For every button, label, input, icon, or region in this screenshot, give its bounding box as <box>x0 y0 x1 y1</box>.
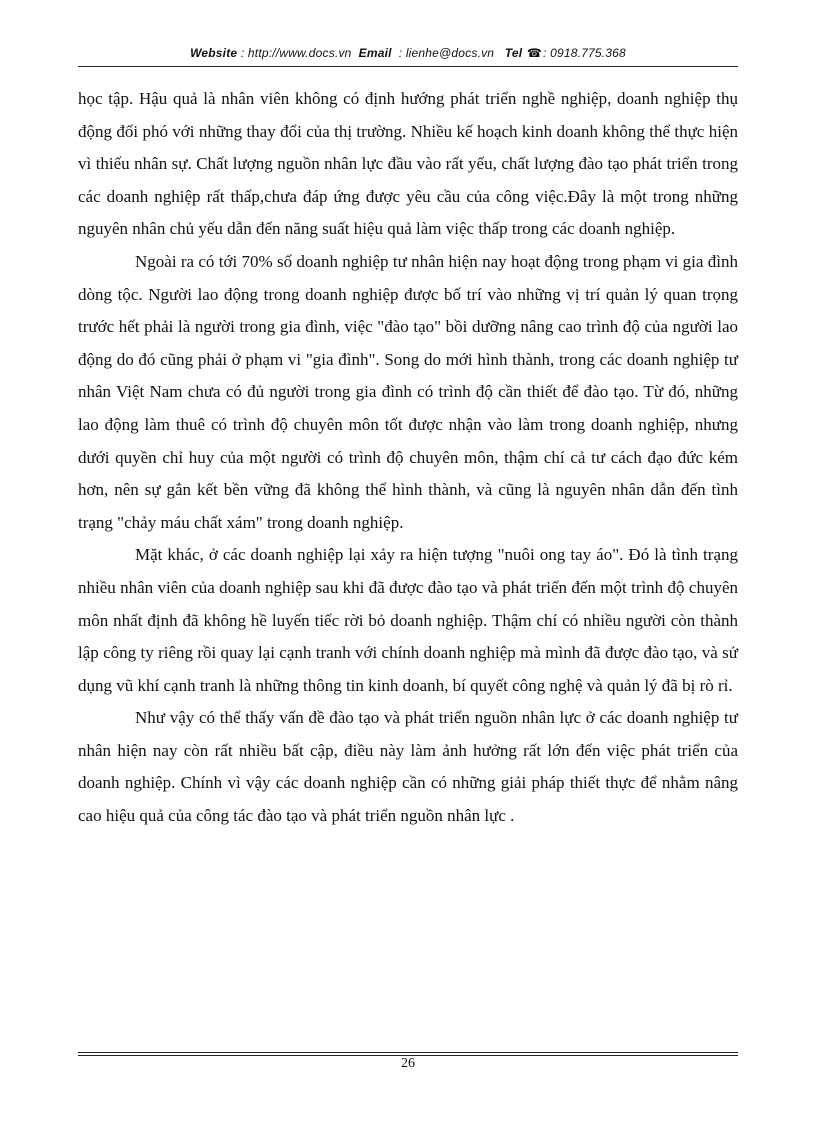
email-address: lienhe@docs.vn <box>405 46 495 60</box>
paragraph-3: Mặt khác, ở các doanh nghiệp lại xảy ra hiện tượng "nuôi ong tay áo". Đó là tình trạng nhiều nhân viên của doanh nghiệp sau khi đã được đào tạo và phát triển đến một trình độ chuyên môn nhất định đã không hề luyến tiếc rời bỏ doanh nghiệp. Thậm chí có nhiều người còn thành lập công ty riêng rồi quay lại cạnh tranh với chính doanh nghiệp mà mình đã được đào tạo, và sử dụng vũ khí cạnh tranh là những thông tin kinh doanh, bí quyết công nghệ và quản lý đã bị rò rỉ. <box>78 545 738 695</box>
paragraph-4: Như vậy có thể thấy vấn đề đào tạo và phát triển nguồn nhân lực ở các doanh nghiệp tư nhân hiện nay còn rất nhiều bất cập, điều này làm ảnh hưởng rất lớn đến việc phát triển của doanh nghiệp. Chính vì vậy các doanh nghiệp cần có những giải pháp thiết thực để nhằm nâng cao hiệu quả của công tác đào tạo và phát triển nguồn nhân lực . <box>78 708 738 826</box>
phone-icon: ☎ <box>526 46 542 60</box>
website-url: http://www.docs.vn <box>247 46 352 60</box>
page-number: 26 <box>401 1056 415 1071</box>
header-divider <box>78 66 738 67</box>
website-label: Website <box>190 46 238 60</box>
tel-label: Tel <box>504 46 523 60</box>
paragraph-1: học tập. Hậu quả là nhân viên không có định hướng phát triển nghề nghiệp, doanh nghiệp thụ động đối phó với những thay đổi của thị trường. Nhiều kế hoạch kinh doanh không thể thực hiện vì thiếu nhân sự. Chất lượng nguồn nhân lực đầu vào rất yếu, chất lượng đào tạo phát triển trong các doanh nghiệp rất thấp,chưa đáp ứng được yêu cầu của công việc.Đây là một trong những nguyên nhân chủ yếu dẫn đến năng suất hiệu quả làm việc thấp trong các doanh nghiệp. <box>78 89 738 239</box>
tel-separator: : <box>543 46 551 60</box>
website-separator: : <box>237 46 248 60</box>
email-separator: : <box>395 46 406 60</box>
email-label: Email <box>358 46 392 60</box>
tel-number: 0918.775.368 <box>550 46 626 60</box>
paragraph-2: Ngoài ra có tới 70% số doanh nghiệp tư nhân hiện nay hoạt động trong phạm vi gia đình dòng tộc. Người lao động trong doanh nghiệp được bố trí vào những vị trí quản lý quan trọng trước hết phải là người trong gia đình, việc "đào tạo" bồi dưỡng nâng cao trình độ của người lao động do đó cũng phải ở phạm vi "gia đình". Song do mới hình thành, trong các doanh nghiệp tư nhân Việt Nam chưa có đủ người trong gia đình có trình độ cần thiết để đào tạo. Từ đó, những lao động làm thuê có trình độ chuyên môn tốt được nhận vào làm trong doanh nghiệp, nhưng dưới quyền chỉ huy của một người có trình độ chuyên môn, thậm chí cả tư cách đạo đức kém hơn, nên sự gắn kết bền vững đã không thể hình thành, và cũng là nguyên nhân dẫn đến tình trạng "chảy máu chất xám" trong doanh nghiệp. <box>78 251 738 532</box>
footer-divider-top <box>78 1052 738 1053</box>
page-header <box>78 46 738 60</box>
document-body <box>78 83 738 833</box>
